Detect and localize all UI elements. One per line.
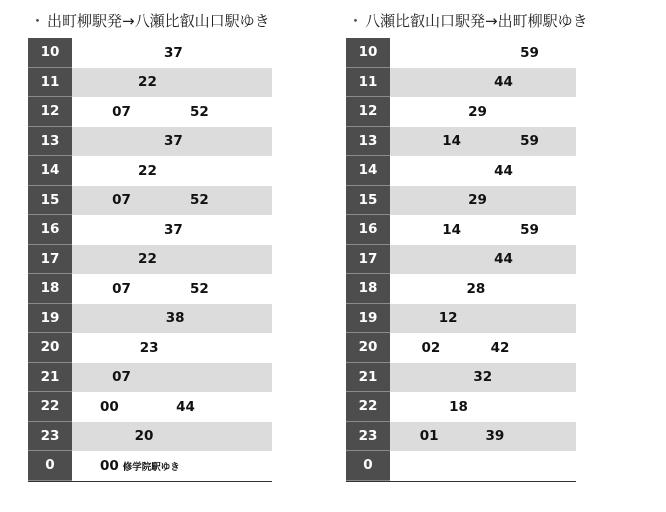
minutes-cell — [72, 215, 272, 245]
hour-cell: 16 — [28, 215, 72, 245]
departure-minute — [466, 274, 485, 304]
minutes-cell — [72, 245, 272, 275]
minutes-cell — [390, 333, 576, 363]
hour-cell: 0 — [28, 451, 72, 481]
hour-cell: 13 — [28, 127, 72, 157]
timetable-title: ・ 出町柳駅発→八瀬比叡山口駅ゆき — [30, 12, 270, 30]
departure-minute-text: 00 — [100, 398, 119, 415]
hour-cell: 20 — [346, 333, 390, 363]
timetable-row — [346, 97, 576, 127]
hour-cell: 13 — [346, 127, 390, 157]
timetable-row — [28, 274, 272, 304]
timetable-row — [28, 156, 272, 186]
departure-minute — [164, 215, 183, 245]
departure-minute — [138, 68, 157, 98]
timetable-row — [28, 38, 272, 68]
timetable-row — [28, 363, 272, 393]
departure-minute — [494, 68, 513, 98]
minutes-cell — [72, 97, 272, 127]
departure-minute-text: 00 — [100, 457, 119, 474]
departure-minute-text: 07 — [112, 103, 131, 120]
departure-minute — [485, 422, 504, 452]
departure-minute — [468, 97, 487, 127]
hour-cell: 11 — [28, 68, 72, 98]
hour-cell: 10 — [28, 38, 72, 68]
departure-minute-text: 07 — [112, 192, 131, 209]
departure-minute — [166, 304, 185, 334]
departure-minute — [164, 127, 183, 157]
hour-cell: 22 — [28, 392, 72, 422]
minutes-cell — [390, 97, 576, 127]
hour-cell: 14 — [28, 156, 72, 186]
minutes-cell — [390, 127, 576, 157]
timetable-row — [346, 304, 576, 334]
departure-minute — [520, 38, 539, 68]
timetable-row — [28, 422, 272, 452]
timetable-row — [346, 422, 576, 452]
hour-cell: 10 — [346, 38, 390, 68]
minutes-cell — [72, 38, 272, 68]
minutes-cell — [390, 274, 576, 304]
minutes-cell — [72, 156, 272, 186]
hour-cell: 19 — [28, 304, 72, 334]
departure-minute — [520, 215, 539, 245]
minutes-cell — [72, 274, 272, 304]
timetable-row — [346, 186, 576, 216]
timetable-row — [346, 156, 576, 186]
minutes-cell — [72, 127, 272, 157]
minutes-cell — [390, 38, 576, 68]
minutes-cell — [390, 422, 576, 452]
minutes-cell — [390, 156, 576, 186]
departure-minute — [473, 363, 492, 393]
hour-cell: 20 — [28, 333, 72, 363]
departure-minute — [100, 451, 180, 481]
departure-minute — [190, 97, 209, 127]
timetable-row — [28, 186, 272, 216]
hour-cell: 15 — [28, 186, 72, 216]
departure-minute — [421, 333, 440, 363]
timetable-row — [28, 68, 272, 98]
departure-minute-text: 52 — [189, 192, 209, 209]
minutes-cell — [72, 363, 272, 393]
departure-minute — [164, 38, 183, 68]
departure-minute — [138, 156, 157, 186]
timetable-row — [28, 392, 272, 422]
timetable-grid — [346, 38, 576, 482]
timetable-title-text: 八瀬比叡山口駅発→出町柳駅ゆき — [365, 12, 588, 30]
departure-minute — [140, 333, 159, 363]
departure-minute — [468, 186, 487, 216]
timetable-row — [28, 245, 272, 275]
departure-minute-text: 23 — [139, 339, 159, 356]
minutes-cell — [390, 215, 576, 245]
timetable-row — [28, 215, 272, 245]
hour-cell: 23 — [346, 422, 390, 452]
minutes-cell — [390, 68, 576, 98]
departure-minute — [100, 392, 119, 422]
minutes-cell — [390, 392, 576, 422]
departure-minute — [520, 127, 539, 157]
timetable-title: ・ 八瀬比叡山口駅発→出町柳駅ゆき — [348, 12, 588, 30]
timetable-row — [346, 215, 576, 245]
departure-minute-text: 44 — [176, 398, 195, 415]
departure-minute — [494, 245, 513, 275]
timetable-row — [28, 127, 272, 157]
departure-minute-text: 29 — [468, 192, 487, 209]
departure-minute-text: 44 — [494, 251, 513, 268]
hour-cell: 21 — [28, 363, 72, 393]
departure-minute-text: 39 — [485, 428, 505, 445]
timetable-row — [28, 451, 272, 481]
timetable-grid — [28, 38, 272, 482]
departure-minute-text: 18 — [449, 398, 468, 415]
departure-minute — [176, 392, 195, 422]
departure-minute-text: 20 — [134, 428, 154, 445]
timetable-row — [28, 333, 272, 363]
departure-minute-text: 52 — [189, 280, 209, 297]
departure-minute — [138, 245, 157, 275]
minutes-cell — [72, 68, 272, 98]
timetable-row — [346, 68, 576, 98]
departure-minute — [494, 156, 513, 186]
departure-minute-text: 12 — [438, 310, 458, 327]
hour-cell: 23 — [28, 422, 72, 452]
minutes-cell — [72, 186, 272, 216]
timetable-row — [28, 304, 272, 334]
departure-minute — [439, 304, 458, 334]
departure-minute-text: 52 — [189, 103, 209, 120]
departure-minute — [112, 363, 131, 393]
timetable-row — [346, 333, 576, 363]
departure-minute — [420, 422, 439, 452]
departure-minute-text: 37 — [164, 44, 183, 61]
hour-cell: 19 — [346, 304, 390, 334]
hour-cell: 22 — [346, 392, 390, 422]
minutes-cell — [390, 451, 576, 481]
departure-minute — [112, 274, 131, 304]
minutes-cell — [390, 363, 576, 393]
departure-minute-text: 44 — [494, 162, 513, 179]
minutes-cell — [72, 304, 272, 334]
departure-minute-text: 42 — [490, 339, 510, 356]
minutes-cell — [72, 333, 272, 363]
timetable-row — [346, 127, 576, 157]
hour-cell: 17 — [28, 245, 72, 275]
hour-cell: 12 — [346, 97, 390, 127]
departure-minute-text: 07 — [112, 280, 131, 297]
departure-minute-text: 22 — [138, 74, 157, 91]
departure-minute-text: 32 — [473, 369, 493, 386]
hour-cell: 17 — [346, 245, 390, 275]
hour-cell: 18 — [346, 274, 390, 304]
hour-cell: 16 — [346, 215, 390, 245]
minutes-cell — [390, 245, 576, 275]
departure-minute-text: 07 — [112, 369, 131, 386]
departure-minute-text: 59 — [520, 44, 539, 61]
departure-minute — [442, 127, 461, 157]
timetable-row — [346, 363, 576, 393]
departure-minute-text: 01 — [419, 428, 439, 445]
minutes-cell — [72, 451, 272, 481]
hour-cell: 12 — [28, 97, 72, 127]
timetable-title-text: 出町柳駅発→八瀬比叡山口駅ゆき — [47, 12, 270, 30]
departure-minute-text: 29 — [468, 103, 487, 120]
departure-minute-text: 22 — [138, 251, 157, 268]
timetable-row — [346, 38, 576, 68]
timetable-demachiyanagi-to-yase — [28, 10, 270, 474]
minutes-cell — [390, 186, 576, 216]
departure-minute-text: 28 — [466, 280, 486, 297]
departure-minute-text: 22 — [138, 162, 157, 179]
departure-minute — [112, 97, 131, 127]
timetable-row — [346, 451, 576, 481]
departure-minute-text: 37 — [164, 133, 183, 150]
minutes-cell — [72, 392, 272, 422]
departure-minute — [190, 186, 209, 216]
departure-minute-text: 37 — [164, 221, 183, 238]
hour-cell: 14 — [346, 156, 390, 186]
timetable-row — [28, 97, 272, 127]
departure-minute — [491, 333, 510, 363]
hour-cell: 15 — [346, 186, 390, 216]
hour-cell: 21 — [346, 363, 390, 393]
timetable-yase-to-demachiyanagi — [346, 10, 588, 474]
departure-minute-text: 59 — [520, 133, 539, 150]
hour-cell: 11 — [346, 68, 390, 98]
departure-minute — [190, 274, 209, 304]
departure-minute-text: 14 — [442, 221, 462, 238]
timetable-row — [346, 274, 576, 304]
departure-minute-text: 02 — [421, 339, 441, 356]
departure-minute-text: 38 — [165, 310, 185, 327]
hour-cell: 0 — [346, 451, 390, 481]
departure-minute — [135, 422, 154, 452]
departure-minute-text: 14 — [442, 133, 462, 150]
departure-minute-text: 59 — [520, 221, 539, 238]
departure-minute — [442, 215, 461, 245]
departure-minute-text: 44 — [494, 74, 513, 91]
minutes-cell — [390, 304, 576, 334]
destination-note: 修学院駅ゆき — [122, 461, 180, 473]
timetable-row — [346, 392, 576, 422]
hour-cell: 18 — [28, 274, 72, 304]
departure-minute — [449, 392, 468, 422]
minutes-cell — [72, 422, 272, 452]
timetable-row — [346, 245, 576, 275]
departure-minute — [112, 186, 131, 216]
